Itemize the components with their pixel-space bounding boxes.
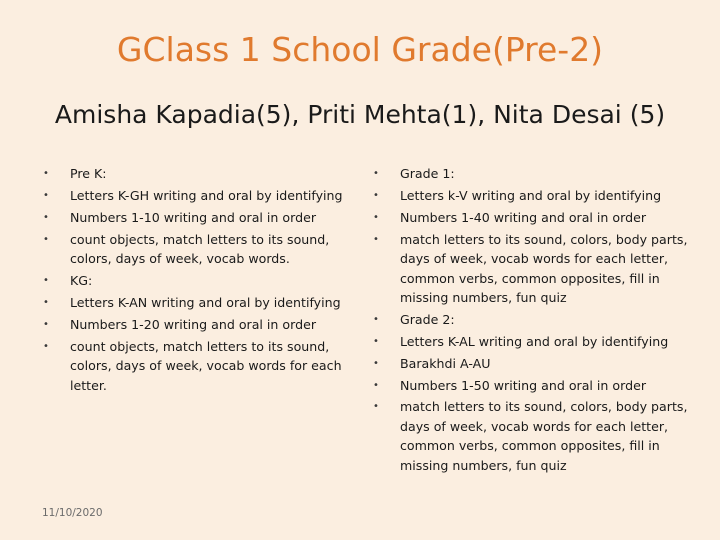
list-item: • Letters K-AN writing and oral by identifying [70,293,350,312]
list-item: • Letters K-GH writing and oral by identifying [70,186,350,205]
list-item: • count objects, match letters to its sound, colors, days of week, vocab words. [70,230,350,269]
list-item: • KG: [70,271,350,290]
list-item: • count objects, match letters to its sound, colors, days of week, vocab words for each letter. [70,337,350,395]
list-item: • Barakhdi A-AU [400,354,690,373]
list-item: • Grade 2: [400,310,690,329]
list-item: • Numbers 1-10 writing and oral in order [70,208,350,227]
list-item: • match letters to its sound, colors, body parts, days of week, vocab words for each letter, common verbs, common opposites, fill in missing numbers, fun quiz [400,397,690,475]
list-item: • Pre K: [70,164,350,183]
slide-title: GClass 1 School Grade(Pre-2) [116,30,604,69]
list-item: • match letters to its sound, colors, body parts, days of week, vocab words for each letter, common verbs, common opposites, fill in missing numbers, fun quiz [400,230,690,308]
list-item: • Numbers 1-40 writing and oral in order [400,208,690,227]
list-item: • Numbers 1-20 writing and oral in order [70,315,350,334]
list-item: • Grade 1: [400,164,690,183]
list-item: • Letters k-V writing and oral by identifying [400,186,690,205]
slide-subtitle: Amisha Kapadia(5), Priti Mehta(1), Nita Desai (5) [54,100,666,129]
slide-date: 11/10/2020 [42,507,103,519]
list-item: • Letters K-AL writing and oral by identifying [400,332,690,351]
right-bullet-list [400,164,690,478]
list-item: • Numbers 1-50 writing and oral in order [400,376,690,395]
left-bullet-list [70,164,350,397]
